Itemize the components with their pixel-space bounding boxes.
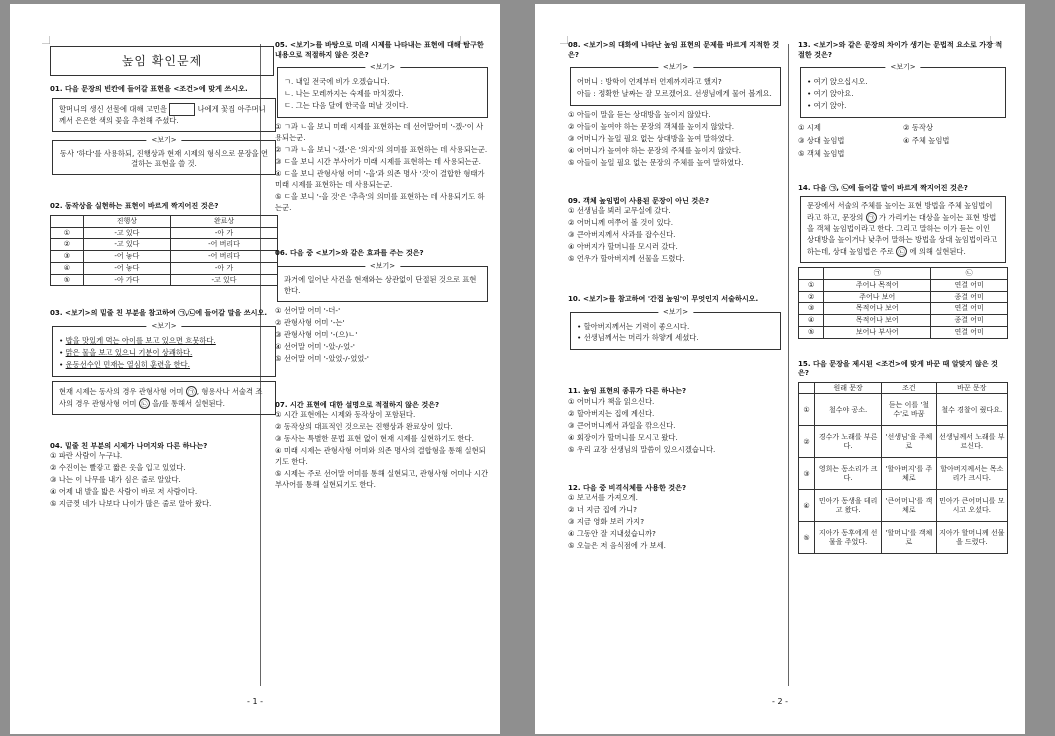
crop-mark — [560, 36, 568, 44]
page-number: - 2 - — [772, 697, 788, 706]
table-row: ② 경수가 노래를 부른다. '선생님'을 주체로 선생님께서 노래를 부르신다. — [799, 426, 1008, 458]
option[interactable]: ② 동작상의 대표적인 것으로는 진행상과 완료상이 있다. — [275, 422, 453, 432]
question-01: 01. 다음 문장의 빈칸에 들어갈 표현을 <조건>에 맞게 쓰시오. — [50, 84, 248, 93]
question-14-table: ㉠ ㉡ ① 주어나 목적어 연결 어미 ② 주어나 보어 종결 어미 ③ 목적어나 보어 연결 어미 ④ 목적어나 보어 종결 어미 ⑤ 보어나 부사어 연결 어미 — [798, 267, 1008, 339]
table-row: ① 주어나 목적어 연결 어미 — [799, 279, 1008, 291]
option[interactable]: ③ 큰어머니께서 과일을 깎으신다. — [568, 420, 676, 430]
question-13-options — [798, 122, 1008, 161]
question-03-bogi: <보기> • 밥을 맛있게 먹는 아이를 보고 있으면 흐뭇하다. • 맑은 물을 보고 있으니 기분이 상쾌하다. • 운동선수인 민재는 열심히 훈련을 한다. — [52, 326, 276, 377]
option[interactable]: ② 너 지금 집에 가니? — [568, 505, 638, 515]
option[interactable]: ③ ㄷ을 보니 시간 부사어가 미래 시제를 표현하는 데 사용되는군. — [275, 156, 481, 166]
option[interactable]: ① 보고서를 가져오게. — [568, 493, 638, 503]
question-11: 11. 높임 표현의 종류가 다른 하나는? — [568, 386, 687, 396]
option[interactable]: ⑤ 선어말 어미 '-았었-/-었었-' — [275, 353, 369, 363]
question-13: 13. <보기>와 같은 문장의 차이가 생기는 문법적 요소로 가장 적절한 것은? — [798, 40, 1003, 59]
option[interactable]: ④ 미래 시제는 관형사형 어미와 의존 명사의 결합형을 통해 실현되기도 한다. — [275, 445, 486, 466]
option[interactable]: ④ 어제 내 발을 밟은 사람이 바로 저 사람이다. — [50, 487, 198, 497]
question-10: 10. <보기>를 참고하여 '간접 높임'이 무엇인지 서술하시오. — [568, 293, 759, 303]
table-row: ③ 영희는 동소리가 크다. '할아버지'를 주체로 할아버지께서는 목소리가 크시다. — [799, 458, 1008, 490]
table-row: ② 주어나 보어 종결 어미 — [799, 291, 1008, 303]
table-row: ③ 목적어나 보어 연결 어미 — [799, 303, 1008, 315]
table-row: ⑤ 보어나 부사어 연결 어미 — [799, 326, 1008, 338]
option[interactable]: ① 어머니가 책을 읽으신다. — [568, 396, 655, 406]
option[interactable]: ③ 어머니가 높일 필요 없는 상대방을 높여 말하였다. — [568, 133, 735, 143]
option[interactable]: ③ 동사는 특별한 문법 표현 없이 현재 시제를 실현하기도 한다. — [275, 434, 474, 443]
option[interactable]: ③ 관형사형 어미 '-(으)ㄴ' — [275, 329, 358, 339]
option[interactable]: ⑤ ㄷ을 보니 '-을 것'은 '추측'의 의미를 표현하는 데 사용되기도 하는군. — [275, 191, 485, 212]
option[interactable]: ④ 주체 높임법 — [903, 135, 950, 145]
option[interactable]: ① 시제 — [798, 122, 821, 132]
page-2-left-column — [568, 40, 783, 553]
table-row: ③ -어 놓다 -어 버리다 — [51, 251, 278, 263]
option[interactable]: ② 수진이는 빨갛고 짧은 옷을 입고 있었다. — [50, 463, 186, 473]
option[interactable]: ① 아들이 말을 듣는 상대방을 높이지 않았다. — [568, 110, 711, 119]
option[interactable]: ④ 그동안 잘 지내셨습니까? — [568, 529, 656, 538]
option[interactable]: ① 시간 표현에는 시제와 동작상이 포함된다. — [275, 410, 416, 420]
table-row: ④ 민아가 동생을 데리고 왔다. '큰어머니'를 객체로 민아가 큰어머니를 모시고 오셨다. — [799, 490, 1008, 522]
question-15: 15. 다음 문장을 제시된 <조건>에 맞게 바꾼 때 알맞지 않은 것은? — [798, 358, 998, 378]
question-01-condition: <보기> 동사 '하다'를 사용하되, 진행상과 현재 시제의 형식으로 문장을 연결하는 표현을 쓸 것. — [52, 140, 276, 176]
question-08-bogi: <보기> 어머니 : 방학이 언제부터 언제까지라고 했지? 아들 : 정확한 날짜는 잘 모르겠어요. 선생님에게 물어 볼게요. — [570, 67, 781, 106]
option[interactable]: ② 아들이 높여야 하는 문장의 객체를 높이지 않았다. — [568, 121, 735, 131]
page-2 — [535, 4, 1025, 734]
list-item: • 운동선수인 민재는 열심히 훈련을 한다. — [59, 359, 191, 369]
question-14: 14. 다음 ㉠, ㉡에 들어갈 말이 바르게 짝지어진 것은? — [798, 182, 968, 192]
option[interactable]: ② 할아버지는 집에 계신다. — [568, 408, 655, 418]
option[interactable]: ① ㄱ과 ㄴ을 보니 미래 시제를 표현하는 데 선어말어미 '-겠-'이 사용되는군. — [275, 121, 484, 142]
question-05-bogi: <보기> ㄱ. 내일 전국에 비가 오겠습니다. ㄴ. 나는 모레까지는 숙제를 마치겠다. ㄷ. 그는 다음 달에 한국을 떠날 것이다. — [277, 67, 488, 118]
question-13-bogi: <보기> • 여기 앉으십시오. • 여기 앉아요. • 여기 앉아. — [800, 67, 1006, 118]
option[interactable]: ⑤ 우리 교장 선생님의 말씀이 있으시겠습니다. — [568, 444, 716, 454]
mark-giyeok: ㉠ — [186, 386, 197, 397]
question-07: 07. 시간 표현에 대한 설명으로 적절하지 않은 것은? — [275, 399, 440, 409]
question-09: 09. 객체 높임법이 사용된 문장이 아닌 것은? — [568, 195, 710, 205]
option[interactable]: ④ 선어말 어미 '-았-/-었-' — [275, 341, 355, 351]
table-row: ② -고 있다 -어 버리다 — [51, 239, 278, 251]
mark-giyeok: ㉠ — [866, 212, 877, 223]
option[interactable]: ③ 나는 이 나무를 내가 심은 줄로 알았다. — [50, 475, 181, 485]
page-number: - 1 - — [247, 697, 263, 706]
option[interactable]: ③ 큰아버지께서 사과를 잡수신다. — [568, 230, 676, 240]
question-08: 08. <보기>의 대화에 나타난 높임 표현의 문제를 바르게 지적한 것은? — [568, 40, 780, 59]
question-03-passage: 현재 시제는 동사의 경우 관형사형 어미 ㉠ , 형용사나 서술격 조사의 경우 관형사형 어미 ㉡ 을/를 통해서 실현된다. — [52, 381, 276, 415]
option[interactable]: ④ 아버지가 할머니를 모시러 갔다. — [568, 242, 678, 252]
option[interactable]: ③ 지금 영화 보러 가지? — [568, 517, 645, 527]
table-row: ⑤ -아 가다 -고 있다 — [51, 274, 278, 286]
page-1-right-column — [275, 40, 490, 492]
option[interactable]: ② ㄱ과 ㄴ을 보니 '-겠-'은 '의지'의 의미를 표현하는 데 사용되는군. — [275, 144, 488, 154]
option[interactable]: ⑤ 객체 높임법 — [798, 148, 845, 158]
option[interactable]: ② 동작상 — [903, 122, 934, 132]
question-12: 12. 다음 중 비격식체를 사용한 것은? — [568, 482, 687, 492]
table-row: ④ -어 놓다 -아 가 — [51, 262, 278, 274]
list-item: • 밥을 맛있게 먹는 아이를 보고 있으면 흐뭇하다. — [59, 336, 216, 345]
question-10-bogi: <보기> • 할아버지께서는 기력이 좋으시다. • 선생님께서는 머리가 하얗게 세셨다. — [570, 312, 781, 351]
option[interactable]: ① 선생님을 뵈러 교무실에 갔다. — [568, 206, 671, 216]
option[interactable]: ⑤ 언우가 할아버지께 선물을 드렸다. — [568, 254, 685, 263]
option[interactable]: ① 선어말 어미 '-더-' — [275, 305, 341, 315]
option[interactable]: ③ 상대 높임법 — [798, 135, 845, 145]
question-01-passage: 할머니의 생신 선물에 대해 고민을 나에게 꽃집 아주머니께서 은은한 색의 꽃을 추천해 주셨다. — [52, 98, 276, 132]
question-06-bogi: <보기> 과거에 일어난 사건을 현재와는 상관없이 단절된 것으로 표현한다. — [277, 266, 488, 302]
table-row: ⑤ 지아가 동후에게 선물을 주었다. '할머니'를 객체로 지아가 할머니께 선물을 드렸다. — [799, 522, 1008, 554]
page-1 — [10, 4, 500, 734]
table-row: ① -고 있다 -아 가 — [51, 227, 278, 239]
option[interactable]: ⑤ 시제는 주로 선어말 어미를 통해 실현되고, 관형사형 어미나 시간 부사어를 통해 실현되기도 한다. — [275, 468, 489, 489]
option[interactable]: ④ 어머니가 높여야 하는 문장의 주체를 높이지 않았다. — [568, 145, 742, 155]
question-03: 03. <보기>의 밑줄 친 부분을 참고하여 ㉠,㉡에 들어갈 말을 쓰시오. — [50, 308, 268, 318]
question-02: 02. 동작상을 실현하는 표현이 바르게 짝지어진 것은? — [50, 201, 219, 211]
column-divider — [788, 44, 789, 686]
mark-nieun: ㉡ — [139, 398, 150, 409]
table-row: ④ 목적어나 보어 종결 어미 — [799, 315, 1008, 327]
option[interactable]: ④ 회장이가 할머니를 모시고 왔다. — [568, 432, 678, 442]
question-02-table: 진행상 완료상 ① -고 있다 -아 가 ② -고 있다 -어 버리다 ③ -어 놓다 -어 버리다 ④ -어 놓다 -아 가 ⑤ -아 가다 -고 있다 — [50, 215, 278, 287]
option[interactable]: ⑤ 오늘은 저 음식점에 가 보세. — [568, 540, 666, 550]
answer-blank[interactable] — [169, 103, 195, 116]
table-row: ① 철수야 공소. 듣는 이를 '철수'로 바꿈 철수 경찰이 줬다요. — [799, 394, 1008, 426]
option[interactable]: ④ ㄷ을 보니 관형사형 어미 '-을'과 의존 명사 '것'이 결합한 형태가 미래 시제를 표현하는 데 사용되는군. — [275, 168, 485, 189]
question-05: 05. <보기>를 바탕으로 미래 시제를 나타내는 표현에 대해 탐구한 내용으로 적절하지 않은 것은? — [275, 40, 484, 59]
list-item: • 맑은 물을 보고 있으니 기분이 상쾌하다. — [59, 347, 193, 357]
option[interactable]: ⑤ 지금껏 네가 나보다 나이가 많은 줄로 알아 왔다. — [50, 499, 212, 508]
option[interactable]: ① 파란 사람이 누구냐. — [50, 451, 123, 461]
page-1-left-column — [50, 44, 278, 511]
option[interactable]: ② 어머니께 여쭈어 볼 것이 있다. — [568, 218, 674, 228]
question-14-passage: 문장에서 서술의 주체를 높이는 표현 방법을 주체 높임법이라고 하고, 문장의 ㉠ 가 가리키는 대상을 높이는 표현 방법을 객체 높임법이라고 한다. 그리고 말하는 이가 듣는 이인 상대방을 높이거나 낮추어 말하는 방법을 상대 높임법이라고 하는데, 상대 높임법은 주로 ㉡ 에 의해 실현된다. — [800, 196, 1006, 263]
mark-nieun: ㉡ — [896, 246, 907, 257]
question-06: 06. 다음 중 <보기>와 같은 효과를 주는 것은? — [275, 248, 424, 258]
option[interactable]: ⑤ 아들이 높일 필요 없는 문장의 주체를 높여 말하였다. — [568, 157, 744, 167]
crop-mark — [42, 36, 50, 44]
page-title: 높임 확인문제 — [50, 46, 274, 76]
question-04: 04. 밑줄 친 부분의 시제가 나머지와 다른 하나는? — [50, 440, 208, 450]
page-2-right-column — [798, 40, 1008, 554]
question-15-table: 원래 문장 조건 바꾼 문장 ① 철수야 공소. 듣는 이를 '철수'로 바꿈 철수 경찰이 줬다요. ② 경수가 노래를 부른다. '선생님'을 주체로 선생님께서 노래를 부르신다. ③ 영희는 동소리가 크다. '할아버지'를 주체로 할아버지께서는 목소리가 크시다. ④ 민아가 동생을 데리고 왔다. '큰어머니'를 객체로 민아가 큰어머니를 모시고 오셨다. ⑤ 지아가 동후에게 선물을 주었다. '할머니'를 객체로 지아가 할머니께 선물을 드렸다. — [798, 382, 1008, 555]
option[interactable]: ② 관형사형 어미 '-는' — [275, 317, 345, 327]
